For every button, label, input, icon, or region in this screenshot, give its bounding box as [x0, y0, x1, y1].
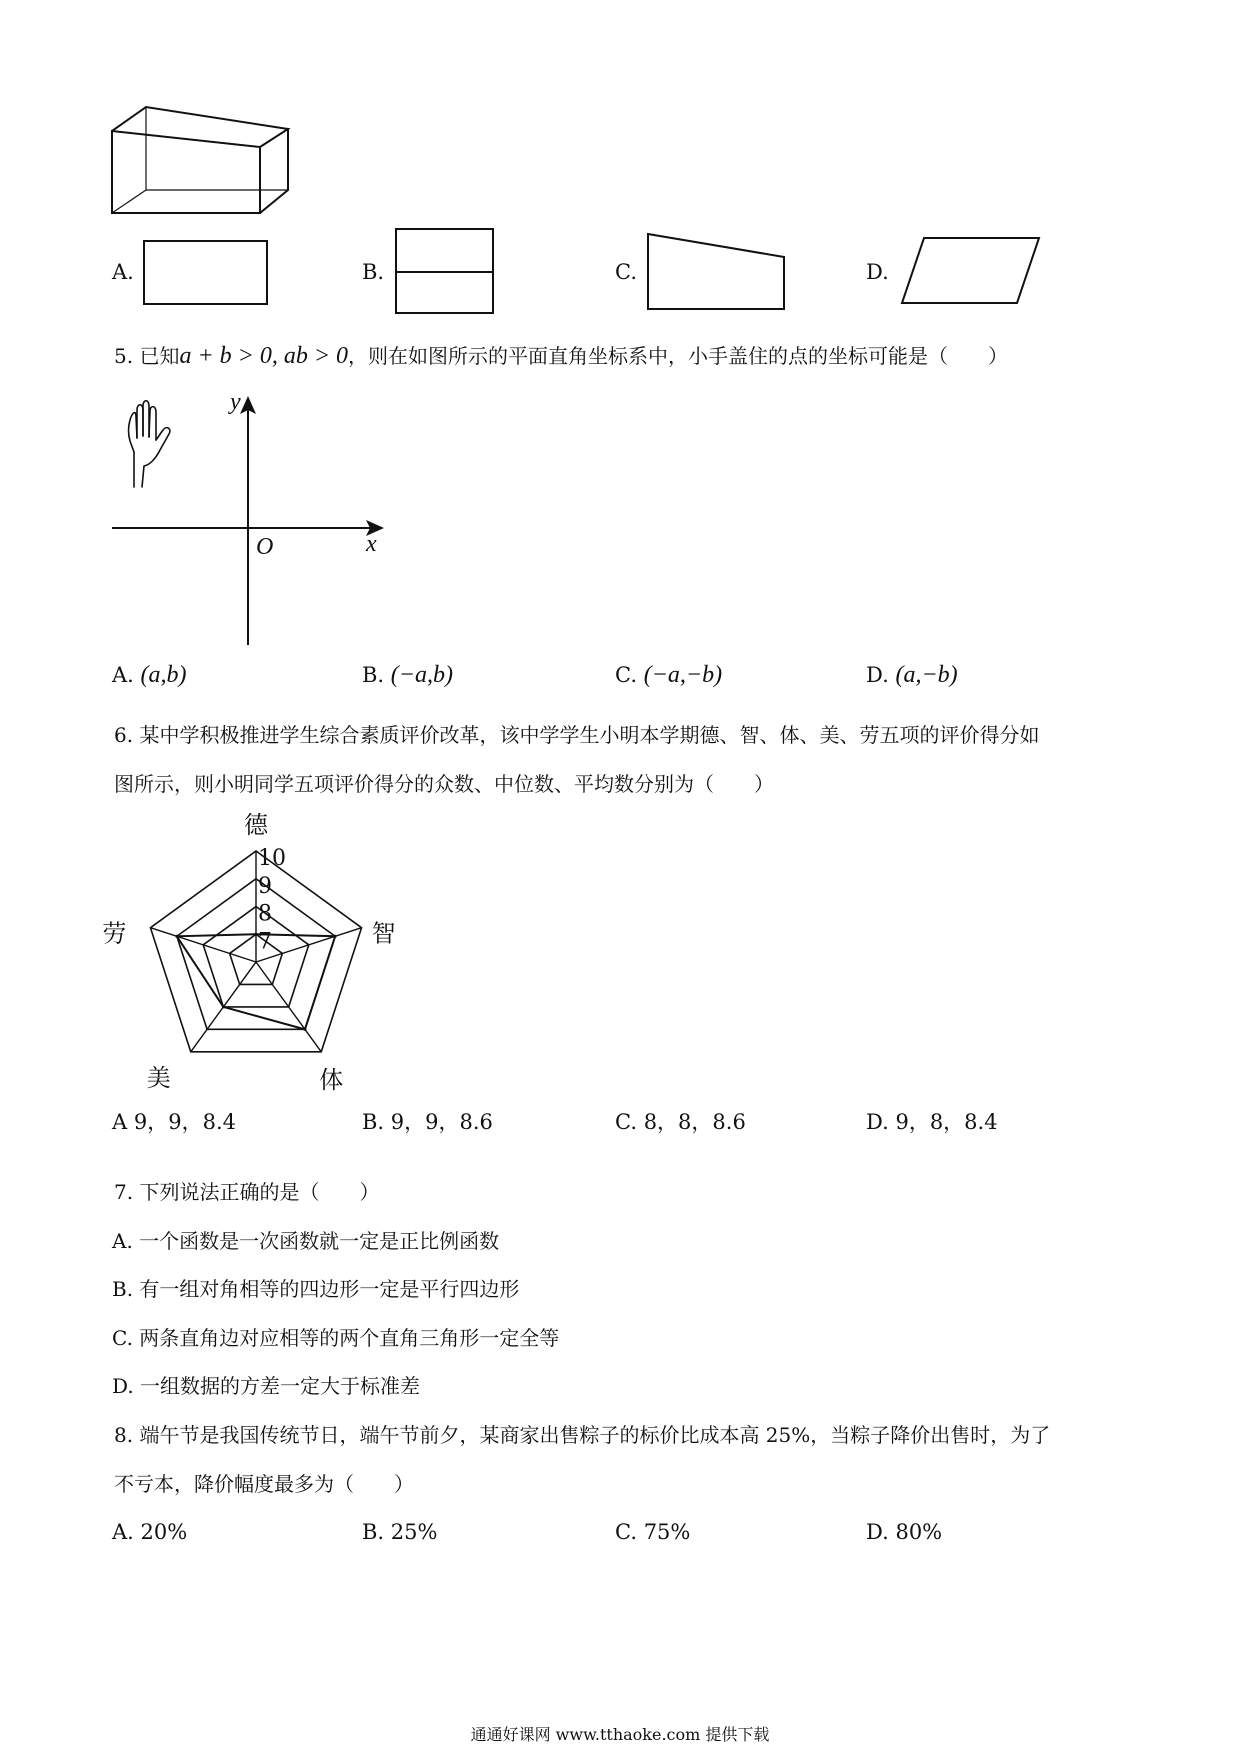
q7-option-b[interactable]: B. 有一组对角相等的四边形一定是平行四边形: [112, 1277, 520, 1301]
radar-tick-label: 7: [258, 929, 272, 955]
option-label: D.: [866, 1110, 889, 1134]
radar-tick-label: 9: [258, 873, 272, 899]
radar-score-point: [303, 1028, 306, 1031]
q5-stem: [114, 342, 1008, 371]
radar-tick-label: 8: [258, 901, 272, 927]
option-label: B.: [362, 1110, 385, 1134]
q4-option-a[interactable]: [112, 260, 134, 284]
q6-stem-line1: 6. 某中学积极推进学生综合素质评价改革，该中学学生小明本学期德、智、体、美、劳五项的评价得分如: [114, 723, 1040, 747]
q7-option-a[interactable]: A. 一个函数是一次函数就一定是正比例函数: [112, 1229, 500, 1253]
option-label: D.: [866, 1520, 889, 1544]
option-value: 9，8，8.4: [895, 1110, 998, 1134]
option-label: B.: [362, 663, 385, 687]
q4-box-figure: [0, 0, 1240, 240]
hand-icon: [129, 401, 170, 487]
option-label: C.: [615, 1110, 637, 1134]
q5-stem-suffix: ，则在如图所示的平面直角坐标系中，小手盖住的点的坐标可能是（ ）: [348, 344, 1009, 368]
q5-stem-prefix: 5. 已知: [114, 344, 180, 368]
q5-option-b[interactable]: [362, 662, 453, 689]
q8-stem-line1: 8. 端午节是我国传统节日，端午节前夕，某商家出售粽子的标价比成本高 25%，当粽子降价出售时，为了: [114, 1423, 1051, 1447]
option-value: 75%: [643, 1520, 691, 1544]
q6-option-b[interactable]: [362, 1106, 493, 1136]
option-label: C.: [615, 260, 637, 284]
q8-option-a[interactable]: [112, 1520, 187, 1544]
q7-stem: 7. 下列说法正确的是（ ）: [114, 1180, 380, 1204]
option-label: A.: [112, 260, 134, 284]
radar-score-point: [334, 935, 337, 938]
option-value: (a,b): [140, 662, 187, 688]
radar-axis-label: 美: [146, 1063, 171, 1092]
option-value: (−a,b): [390, 662, 453, 688]
q5-axis-x-label: x: [366, 531, 377, 557]
q6-stem-line2: 图所示，则小明同学五项评价得分的众数、中位数、平均数分别为（ ）: [114, 772, 774, 796]
q4-option-d[interactable]: [866, 260, 889, 284]
option-label: A.: [112, 663, 134, 687]
q5-origin-label: O: [256, 534, 274, 560]
option-label: D.: [866, 260, 889, 284]
radar-axis-label: 德: [244, 811, 268, 839]
option-value: (−a,−b): [643, 662, 723, 688]
radar-tick-label: 10: [258, 846, 286, 871]
q6-option-d[interactable]: [866, 1106, 998, 1136]
option-label: A: [112, 1110, 128, 1134]
option-value: 80%: [895, 1520, 943, 1544]
option-value: (a,−b): [895, 662, 958, 688]
q8-option-c[interactable]: [615, 1520, 690, 1544]
q5-option-d[interactable]: [866, 662, 958, 689]
q5-stem-math: a + b > 0, ab > 0: [179, 343, 349, 369]
q6-option-c[interactable]: [615, 1106, 746, 1136]
option-label: C.: [615, 663, 637, 687]
q7-option-c[interactable]: C. 两条直角边对应相等的两个直角三角形一定全等: [112, 1326, 560, 1350]
q5-option-c[interactable]: [615, 662, 722, 689]
q8-option-d[interactable]: [866, 1520, 942, 1544]
option-label: A.: [112, 1520, 134, 1544]
q4-option-c[interactable]: [615, 260, 637, 284]
radar-axis-label: 劳: [102, 919, 127, 948]
radar-score-point: [175, 935, 178, 938]
radar-axis-label: 体: [319, 1065, 344, 1094]
q8-stem-line2: 不亏本，降价幅度最多为（ ）: [114, 1472, 414, 1496]
option-label: B.: [362, 260, 385, 284]
q6-option-a[interactable]: [112, 1106, 236, 1136]
option-value: 25%: [390, 1520, 438, 1544]
q5-option-a[interactable]: [112, 662, 187, 689]
page-footer: 通通好课网 www.tthaoke.com 提供下载: [470, 1725, 770, 1744]
option-value: 9，9，8.4: [133, 1110, 236, 1134]
q8-option-b[interactable]: [362, 1520, 437, 1544]
option-value: 8，8，8.6: [643, 1110, 746, 1134]
option-label: B.: [362, 1520, 385, 1544]
option-value: 20%: [140, 1520, 188, 1544]
q4-option-b[interactable]: [362, 260, 384, 284]
option-value: 9，9，8.6: [390, 1110, 493, 1134]
radar-axis-label: 智: [371, 919, 396, 948]
option-label: D.: [866, 663, 889, 687]
q7-option-d[interactable]: D. 一组数据的方差一定大于标准差: [112, 1374, 421, 1398]
q5-axis-y-label: y: [230, 389, 241, 415]
option-label: C.: [615, 1520, 637, 1544]
radar-score-point: [222, 1005, 225, 1008]
